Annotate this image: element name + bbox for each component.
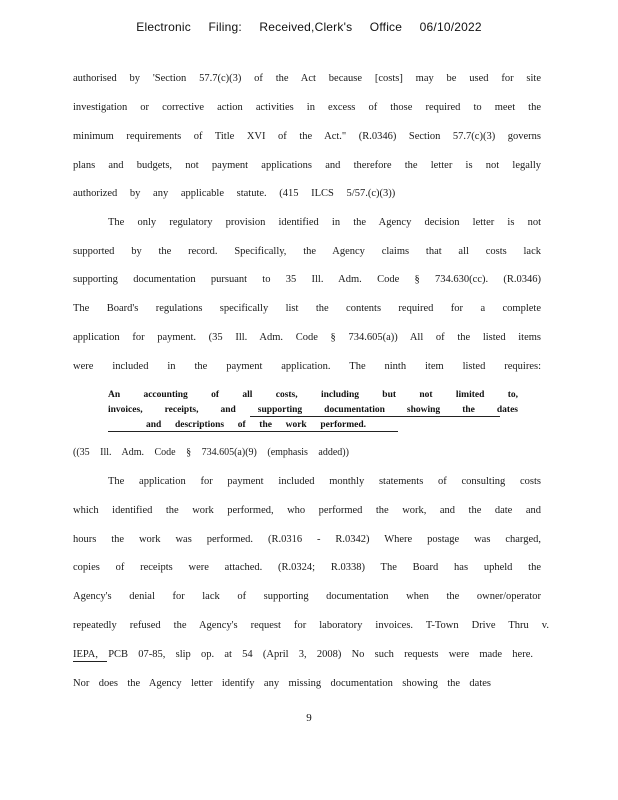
paragraph-line: Nor does the Agency letter identify any missing documentation showing the dates bbox=[73, 678, 491, 689]
case-name-underline bbox=[73, 661, 107, 662]
paragraph-line: repeatedly refused the Agency's request for laboratory invoices. T-Town Drive Thru v. bbox=[73, 620, 549, 631]
paragraph-line: investigation or corrective action activities in excess of those required to meet the bbox=[73, 102, 541, 113]
paragraph-line: The Board's regulations specifically list the contents required for a complete bbox=[73, 303, 541, 314]
paragraph-line: minimum requirements of Title XVI of the Act." (R.0346) Section 57.7(c)(3) governs bbox=[73, 131, 541, 142]
paragraph-line: authorized by any applicable statute. (415 ILCS 5/57.(c)(3)) bbox=[73, 188, 396, 199]
page-number: 9 bbox=[306, 712, 312, 724]
paragraph-line: IEPA, PCB 07-85, slip op. at 54 (April 3, 2008) No such requests were made here. bbox=[73, 649, 533, 660]
paragraph-line: application for payment. (35 Ill. Adm. Code § 734.605(a)) All of the listed items bbox=[73, 332, 541, 343]
paragraph-line: hours the work was performed. (R.0316 - R.0342) Where postage was charged, bbox=[73, 534, 541, 545]
paragraph-line: authorised by 'Section 57.7(c)(3) of the Act because [costs] may be used for site bbox=[73, 73, 541, 84]
block-quote-line: invoices, receipts, and supporting documentation showing the dates bbox=[108, 405, 518, 415]
quote-underline bbox=[250, 416, 500, 417]
paragraph-line: The application for payment included monthly statements of consulting costs bbox=[108, 476, 541, 487]
block-quote-line: and descriptions of the work performed. bbox=[146, 420, 366, 430]
paragraph-line: plans and budgets, not payment applications and therefore the letter is not legally bbox=[73, 160, 541, 171]
paragraph-line: which identified the work performed, who performed the work, and the date and bbox=[73, 505, 541, 516]
paragraph-line: The only regulatory provision identified in the Agency decision letter is not bbox=[108, 217, 541, 228]
paragraph-line: supported by the record. Specifically, the Agency claims that all costs lack bbox=[73, 246, 541, 257]
citation-line: ((35 Ill. Adm. Code § 734.605(a)(9) (emphasis added)) bbox=[73, 447, 349, 458]
quote-underline bbox=[108, 431, 398, 432]
block-quote-line: An accounting of all costs, including but not limited to, bbox=[108, 390, 518, 400]
paragraph-line: supporting documentation pursuant to 35 Ill. Adm. Code § 734.630(cc). (R.0346) bbox=[73, 274, 541, 285]
filing-stamp-header: Electronic Filing: Received,Clerk's Office 06/10/2022 bbox=[136, 20, 482, 34]
paragraph-line: copies of receipts were attached. (R.0324; R.0338) The Board has upheld the bbox=[73, 562, 541, 573]
paragraph-line: Agency's denial for lack of supporting documentation when the owner/operator bbox=[73, 591, 541, 602]
paragraph-line: were included in the payment application. The ninth item listed requires: bbox=[73, 361, 541, 372]
